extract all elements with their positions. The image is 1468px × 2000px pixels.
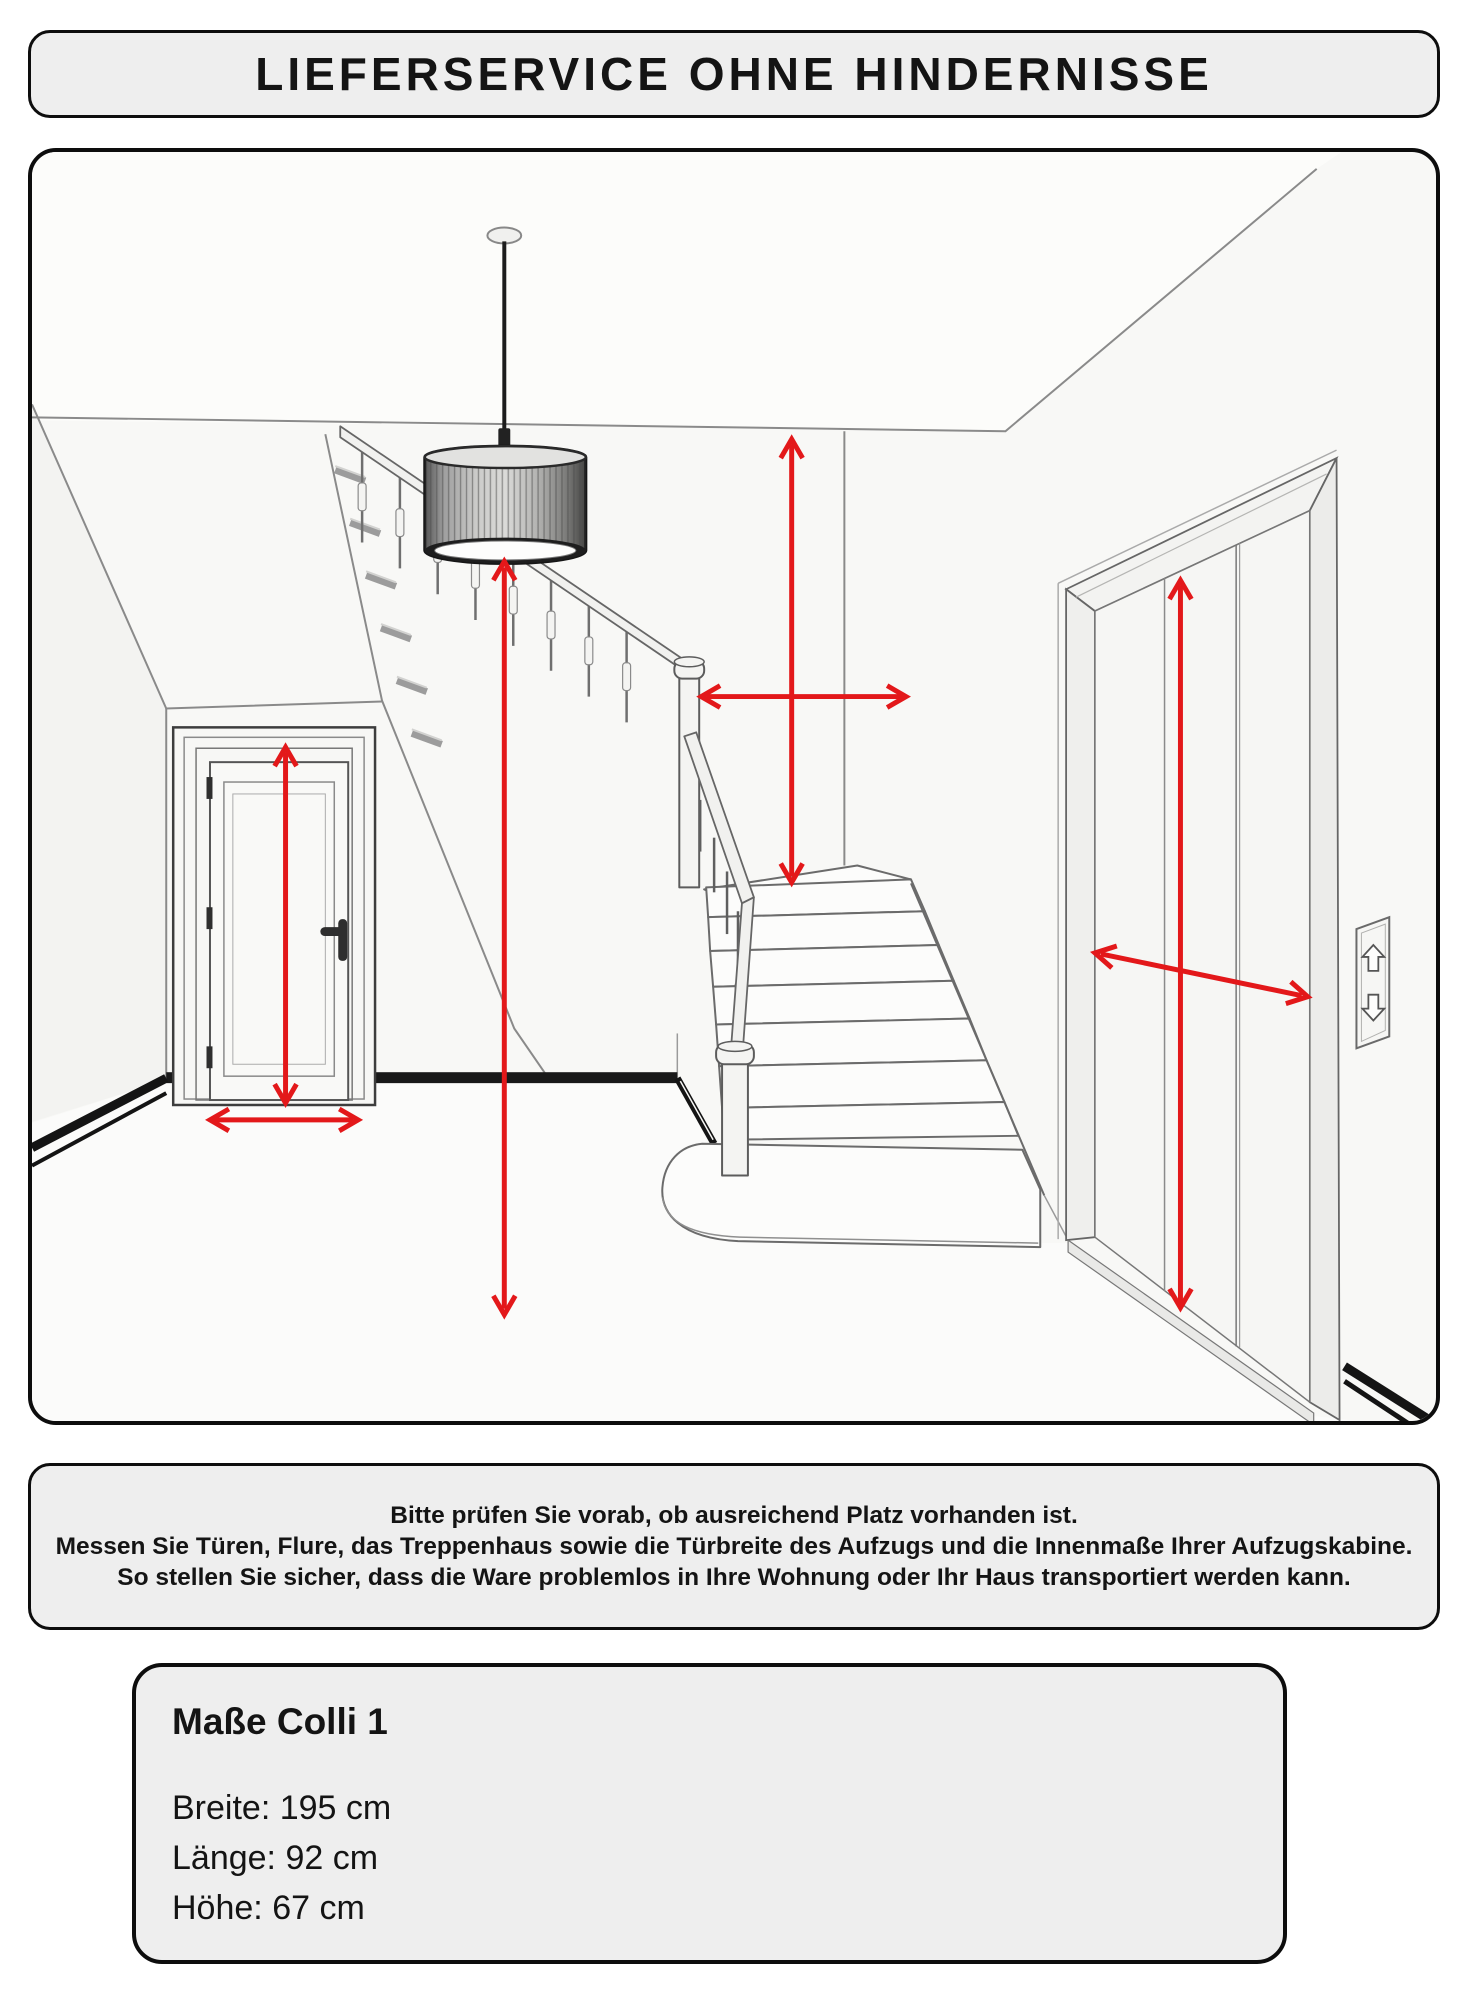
arrow-stairwell-width — [701, 686, 906, 708]
notice-line-3: So stellen Sie sicher, dass die Ware problemlos in Ihre Wohnung oder Ihr Haus transportiert werden kann. — [117, 1564, 1351, 1591]
hallway-scene-svg — [32, 152, 1436, 1421]
arrow-stairwell-height — [781, 439, 803, 882]
dimension-value: 92 cm — [285, 1839, 379, 1877]
dimension-value: 195 cm — [279, 1789, 392, 1827]
dimension-value: 67 cm — [272, 1889, 365, 1927]
bottom-newel-post — [722, 1060, 748, 1175]
package-title: Maße Colli 1 — [172, 1701, 388, 1742]
elevator-frame-right — [1310, 458, 1340, 1420]
package-dimensions-box — [132, 1663, 1287, 1964]
dimension-label: Länge: — [172, 1839, 276, 1877]
interior-door — [173, 727, 375, 1105]
dimension-list — [172, 1783, 1243, 1933]
dimension-length — [172, 1833, 1243, 1883]
landing-newel-post — [679, 673, 699, 888]
header-box — [28, 30, 1440, 118]
dimension-label: Breite: — [172, 1789, 271, 1827]
elevator-frame-left — [1066, 589, 1095, 1240]
notice-line-1: Bitte prüfen Sie vorab, ob ausreichend Platz vorhanden ist. — [390, 1502, 1078, 1529]
page-title: LIEFERSERVICE OHNE HINDERNISSE — [255, 48, 1213, 100]
hallway-illustration — [28, 148, 1440, 1425]
elevator-doors — [1095, 511, 1310, 1402]
dimension-width — [172, 1783, 1243, 1833]
elevator-call-panel — [1356, 917, 1389, 1048]
elevator — [1058, 450, 1389, 1421]
notice-box — [28, 1463, 1440, 1630]
notice-line-2: Messen Sie Türen, Flure, das Treppenhaus sowie die Türbreite des Aufzugs und die Innenmaße Ihrer Aufzugskabine. — [55, 1533, 1413, 1560]
dimension-label: Höhe: — [172, 1889, 263, 1927]
dimension-height — [172, 1883, 1243, 1933]
